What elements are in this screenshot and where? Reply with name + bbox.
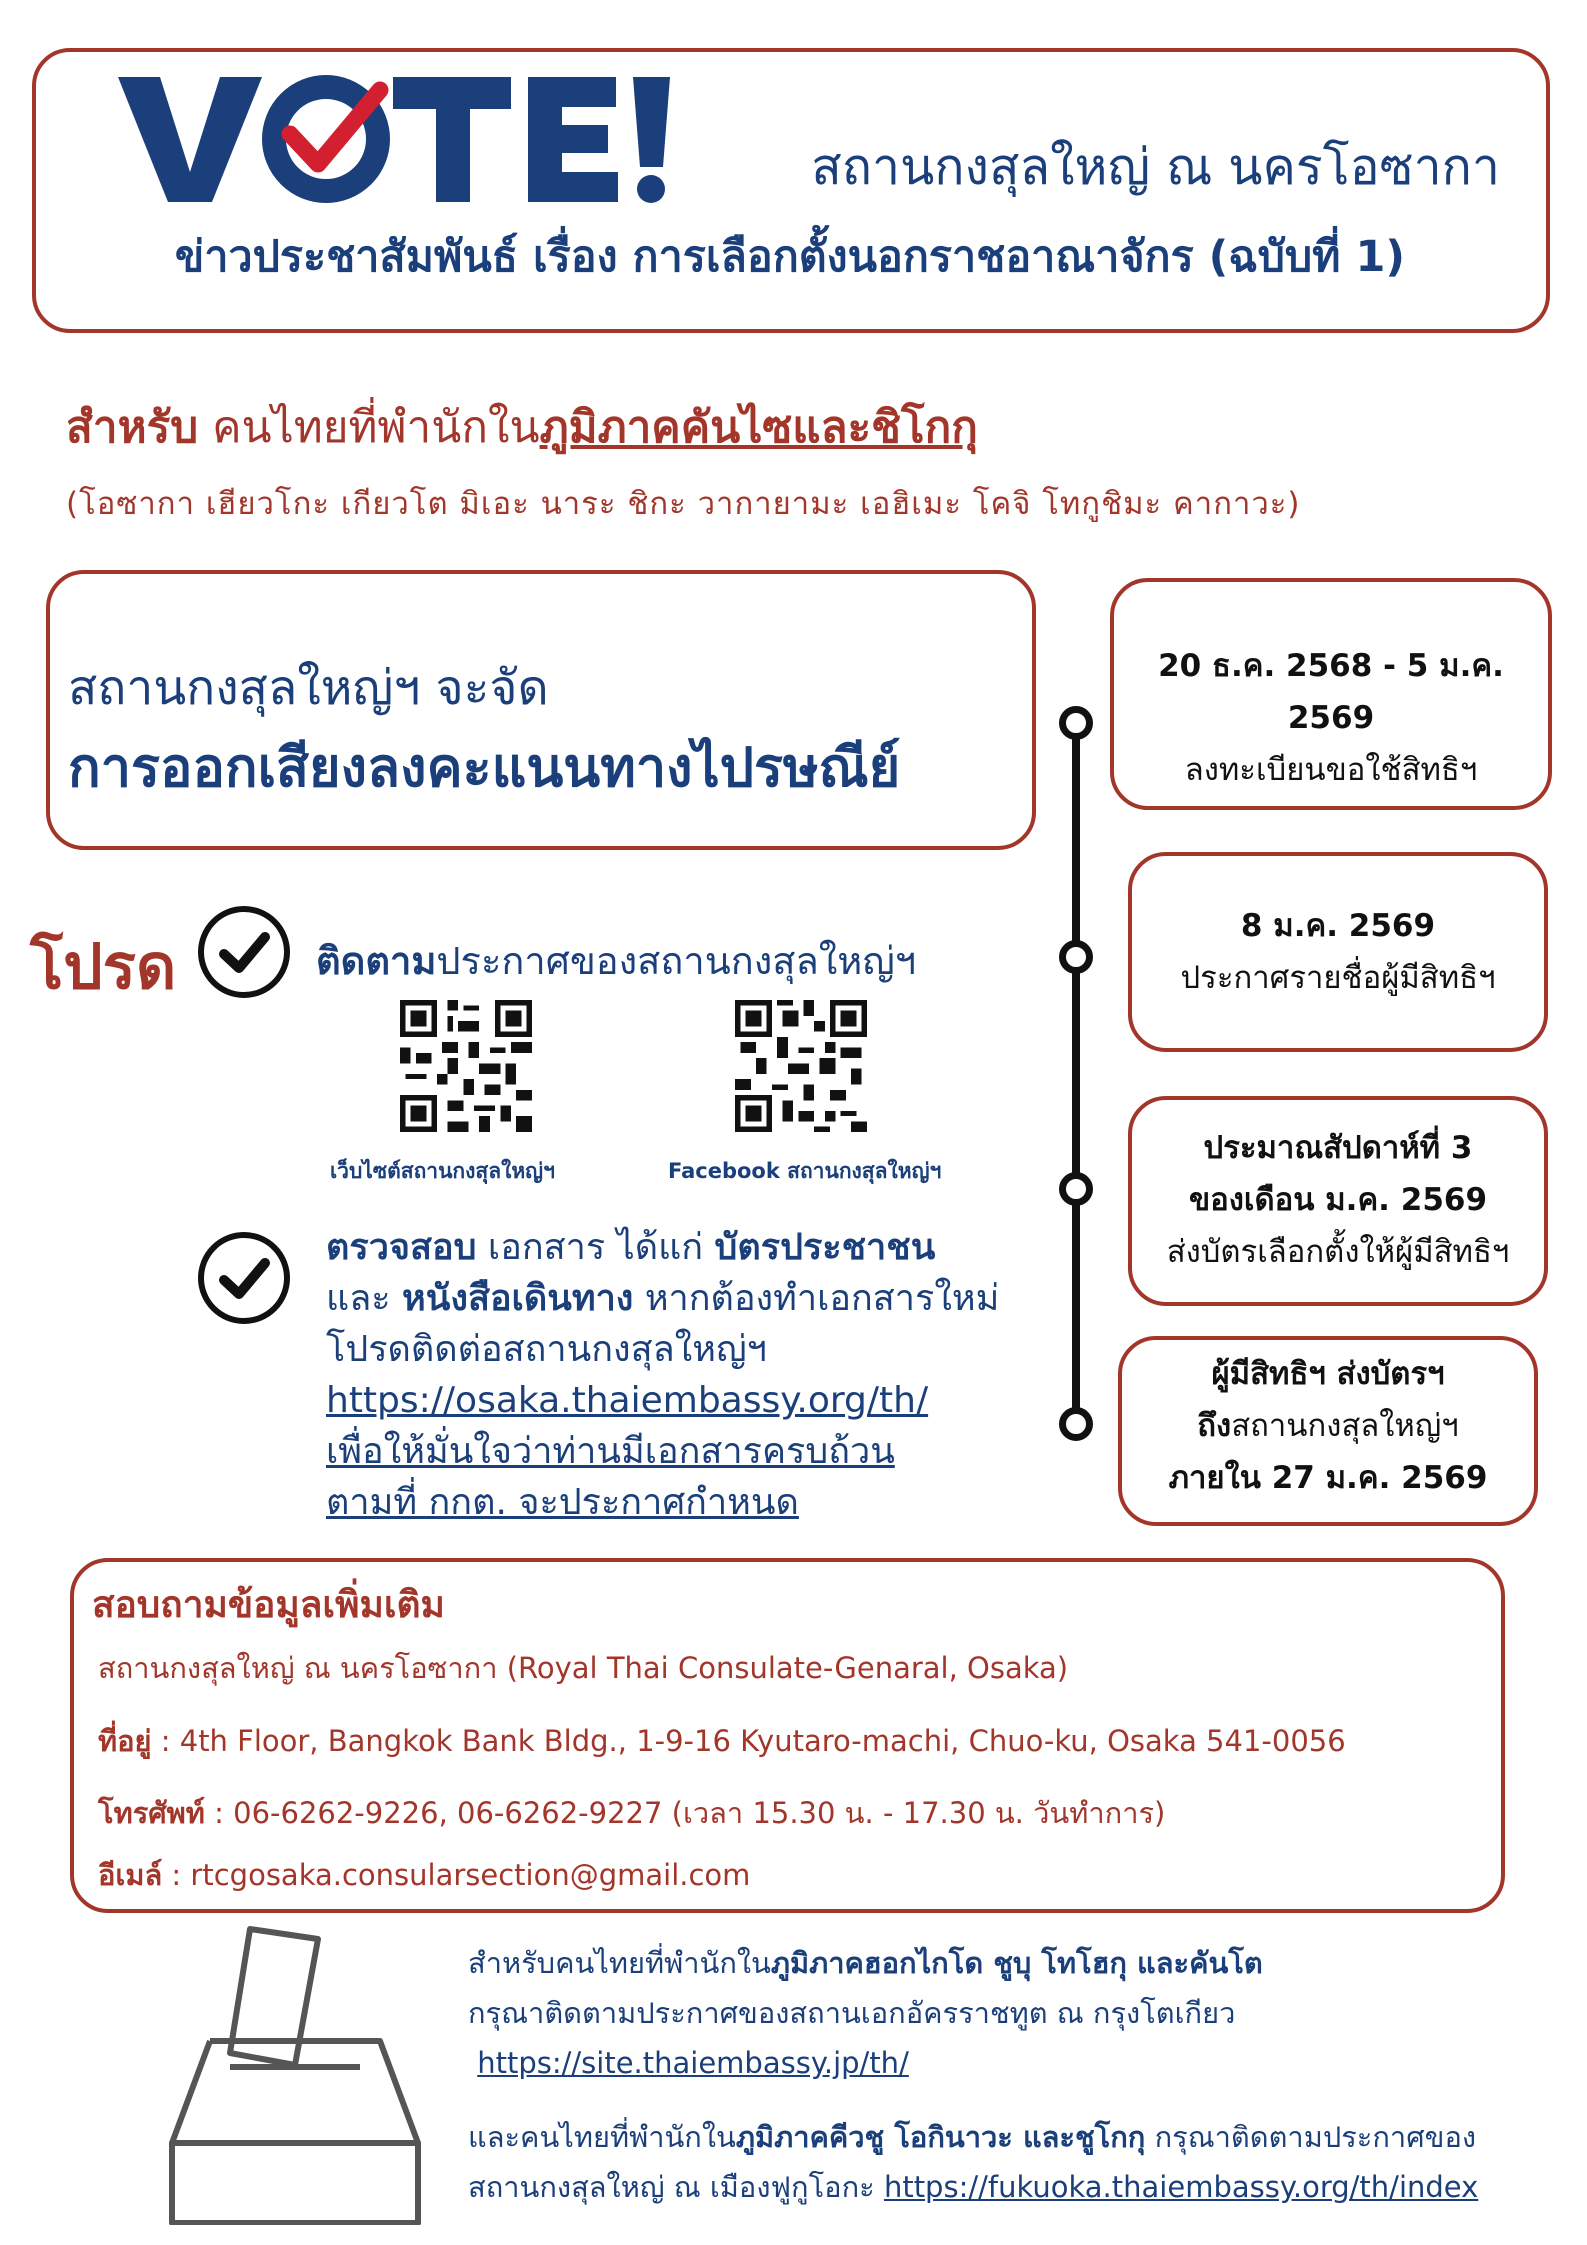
- footer1-text: สำหรับคนไทยที่พำนักใน: [468, 1946, 771, 1980]
- timeline-date-2: ของเดือน ม.ค. 2569: [1188, 1182, 1488, 1218]
- timeline-desc: ประกาศรายชื่อผู้มีสิทธิฯ: [1180, 960, 1496, 996]
- timeline-node: [1059, 940, 1093, 974]
- footer2-line2: สถานกงสุลใหญ่ ณ เมืองฟูกูโอกะ: [468, 2170, 884, 2204]
- email-label: อีเมล์: [98, 1858, 163, 1892]
- contact-address: [98, 1718, 1346, 1764]
- footer1-region: ภูมิภาคฮอกไกโด ชูบุ โทโฮกุ และคันโต: [770, 1946, 1263, 1980]
- fukuoka-consulate-link[interactable]: https://fukuoka.thaiembassy.org/th/index: [883, 2170, 1479, 2204]
- and-text: และ: [326, 1278, 403, 1319]
- contact-email: [98, 1852, 750, 1898]
- timeline-node: [1059, 1407, 1093, 1441]
- check-circle-icon: [196, 904, 292, 1000]
- vote-logo: [118, 72, 678, 207]
- footer-other-regions-1: [468, 1938, 1568, 2088]
- region-name: ภูมิภาคคันไซและชิโกกุ: [539, 402, 978, 453]
- link-line-2[interactable]: เพื่อให้มั่นใจว่าท่านมีเอกสารครบถ้วน: [326, 1431, 895, 1472]
- check-text: เอกสาร ได้แก่: [476, 1227, 715, 1268]
- renew-text: หากต้องทำเอกสารใหม่: [633, 1278, 1000, 1319]
- website-qr-code[interactable]: [400, 1000, 532, 1132]
- contact-phone: [98, 1790, 1165, 1836]
- follow-bold: ติดตาม: [316, 939, 437, 983]
- audience-line: [66, 392, 978, 462]
- for-text: คนไทยที่พำนักใน: [198, 402, 540, 453]
- footer2-region: ภูมิภาคคีวชู โอกินาวะ และชูโกกุ: [735, 2120, 1146, 2154]
- phone-value: : 06-6262-9226, 06-6262-9227 (เวลา 15.30 น. - 17.30 น. วันทำการ): [204, 1796, 1166, 1830]
- please-label: โปรด: [30, 930, 177, 1003]
- timeline-deadline: ภายใน 27 ม.ค. 2569: [1168, 1460, 1488, 1496]
- main-announcement-line1: สถานกงสุลใหญ่ฯ จะจัด: [68, 660, 549, 716]
- contact-consulate-text: โปรดติดต่อสถานกงสุลใหญ่ฯ: [326, 1329, 767, 1370]
- id-card-text: บัตรประชาชน: [714, 1227, 936, 1268]
- passport-text: หนังสือเดินทาง: [402, 1278, 634, 1319]
- for-label: สำหรับ: [66, 402, 199, 453]
- announcement-title: ข่าวประชาสัมพันธ์ เรื่อง การเลือกตั้งนอกราชอาณาจักร (ฉบับที่ 1): [174, 232, 1406, 282]
- timeline-text-registration: [1110, 640, 1552, 796]
- address-label: ที่อยู่: [98, 1724, 152, 1758]
- footer-other-regions-2: [468, 2112, 1568, 2212]
- address-value: : 4th Floor, Bangkok Bank Bldg., 1-9-16 Kyutaro-machi, Chuo-ku, Osaka 541-0056: [151, 1724, 1346, 1758]
- timeline-desc: ส่งบัตรเลือกตั้งให้ผู้มีสิทธิฯ: [1166, 1234, 1510, 1270]
- footer2-text2: กรุณาติดตามประกาศของ: [1145, 2120, 1477, 2154]
- timeline-text-list: [1128, 900, 1548, 1004]
- timeline-text-ballot: [1128, 1122, 1548, 1278]
- website-qr-label: เว็บไซต์สถานกงสุลใหญ่ฯ: [330, 1159, 555, 1183]
- tokyo-embassy-link[interactable]: https://site.thaiembassy.jp/th/: [477, 2046, 909, 2080]
- prefecture-list: (โอซากา เฮียวโกะ เกียวโต มิเอะ นาระ ชิกะ วากายามะ เอฮิเมะ โคจิ โทกูชิมะ คากาวะ): [66, 486, 1301, 522]
- check-documents-block: [326, 1222, 1086, 1528]
- ballot-box-icon: [150, 1925, 440, 2225]
- destination-text: สถานกงสุลใหญ่ฯ: [1231, 1408, 1459, 1444]
- footer1-line2: กรุณาติดตามประกาศของสถานเอกอัครราชทูต ณ กรุงโตเกียว: [468, 1996, 1236, 2030]
- timeline-desc: ผู้มีสิทธิฯ ส่งบัตรฯ: [1211, 1356, 1445, 1392]
- timeline-date: ประมาณสัปดาห์ที่ 3: [1203, 1130, 1473, 1166]
- facebook-qr-code[interactable]: [735, 1000, 867, 1132]
- timeline-node: [1059, 706, 1093, 740]
- phone-label: โทรศัพท์: [98, 1796, 205, 1830]
- follow-announcement-line: [316, 930, 916, 991]
- timeline-line: [1072, 720, 1080, 1435]
- consulate-website-link[interactable]: https://osaka.thaiembassy.org/th/: [326, 1380, 929, 1421]
- consulate-name: สถานกงสุลใหญ่ ณ นครโอซากา: [811, 138, 1500, 196]
- timeline-desc: ลงทะเบียนขอใช้สิทธิฯ: [1184, 752, 1478, 788]
- check-bold: ตรวจสอบ: [326, 1227, 477, 1268]
- follow-text: ประกาศของสถานกงสุลใหญ่ฯ: [436, 939, 917, 983]
- contact-title: สอบถามข้อมูลเพิ่มเติม: [92, 1583, 445, 1626]
- to-text: ถึง: [1197, 1408, 1232, 1444]
- email-value[interactable]: : rtcgosaka.consularsection@gmail.com: [162, 1858, 751, 1892]
- contact-name: สถานกงสุลใหญ่ ณ นครโอซากา (Royal Thai Consulate-Genaral, Osaka): [98, 1651, 1069, 1685]
- timeline-date: 8 ม.ค. 2569: [1240, 908, 1436, 944]
- check-circle-icon: [196, 1230, 292, 1326]
- footer2-text: และคนไทยที่พำนักใน: [468, 2120, 736, 2154]
- timeline-node: [1059, 1172, 1093, 1206]
- timeline-text-return: [1118, 1348, 1538, 1504]
- timeline-date: 20 ธ.ค. 2568 - 5 ม.ค. 2569: [1158, 648, 1504, 736]
- facebook-qr-label: Facebook สถานกงสุลใหญ่ฯ: [668, 1159, 942, 1183]
- link-line-3[interactable]: ตามที่ กกต. จะประกาศกำหนด: [326, 1482, 799, 1523]
- main-announcement-line2: การออกเสียงลงคะแนนทางไปรษณีย์: [68, 736, 901, 799]
